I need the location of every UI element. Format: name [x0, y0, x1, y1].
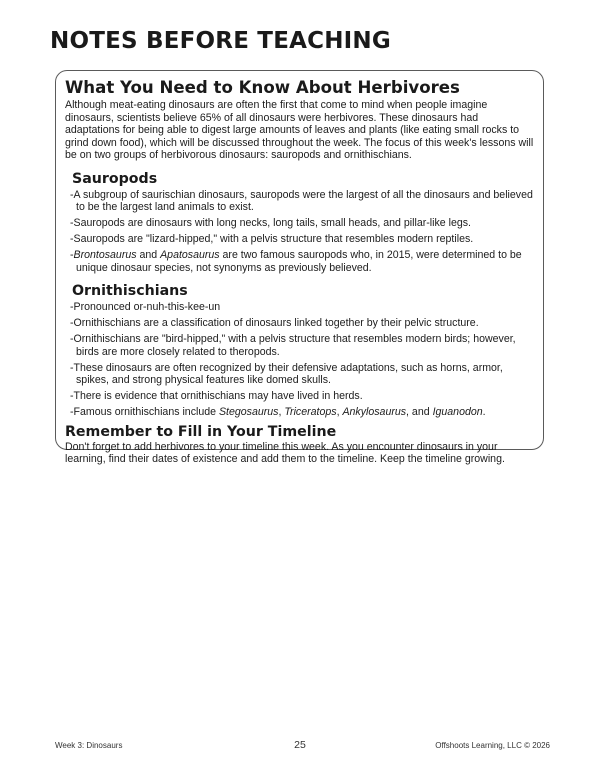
ornithischians-list	[65, 301, 534, 419]
text-fragment: .	[482, 406, 486, 418]
footer-left: Week 3: Dinosaurs	[55, 741, 123, 750]
list-item: -Sauropods are "lizard-hipped," with a pelvis structure that resembles modern reptiles.	[70, 233, 474, 245]
list-item: -A subgroup of saurischian dinosaurs, sauropods were the largest of all the dinosaurs and believed to be the largest land animals to exist.	[70, 188, 533, 213]
species-name: Brontosaurus	[73, 249, 137, 261]
species-name: Iguanodon	[432, 406, 483, 418]
sauropods-list	[65, 189, 534, 275]
page-title: NOTES BEFORE TEACHING	[50, 28, 391, 54]
list-item: -There is evidence that ornithischians may have lived in herds.	[70, 390, 363, 402]
species-name: Apatosaurus	[160, 249, 220, 261]
list-item	[65, 406, 534, 419]
separator: ,	[278, 406, 285, 418]
list-item: -These dinosaurs are often recognized by their defensive adaptations, such as horns, armor, spikes, and strong physical features like domed skulls.	[70, 361, 503, 386]
intro-paragraph: Although meat-eating dinosaurs are often the first that come to mind when people imagine dinosaurs, scientists believe 65% of all dinosaurs were herbivores. These dinosaurs had adaptations for being able to digest large amounts of leaves and plants (like eating small rocks to grind down food), which will be discussed throughout the week. The focus of this week's lessons will be on two groups of herbivorous dinosaurs: sauropods and ornithischians.	[65, 99, 534, 161]
timeline-body: Don't forget to add herbivores to your timeline this week. As you encounter dinosaurs in your learning, find their dates of existence and add them to the timeline. Keep the timeline growing.	[65, 440, 505, 465]
ornithischians-heading: Ornithischians	[72, 283, 188, 299]
list-item: -Pronounced or-nuh-this-kee-un	[70, 301, 221, 313]
timeline-heading: Remember to Fill in Your Timeline	[65, 423, 337, 440]
text-fragment: -Famous ornithischians include	[70, 406, 219, 418]
species-name: Stegosaurus	[218, 406, 279, 418]
bullet-prefix: -	[70, 249, 74, 261]
separator: , and	[406, 406, 433, 418]
list-item: -Ornithischians are a classification of dinosaurs linked together by their pelvic structure.	[70, 317, 479, 329]
separator: ,	[336, 406, 343, 418]
box-heading: What You Need to Know About Herbivores	[65, 78, 460, 97]
footer-right: Offshoots Learning, LLC © 2026	[435, 741, 550, 750]
notes-box	[55, 70, 544, 465]
list-item: -Ornithischians are "bird-hipped," with a pelvis structure that resembles modern birds; however, birds are more closely related to theropods.	[70, 333, 516, 358]
text-fragment: and	[136, 249, 161, 261]
sauropods-heading: Sauropods	[72, 170, 158, 187]
page-number: 25	[294, 739, 306, 751]
list-item: -Sauropods are dinosaurs with long necks, long tails, small heads, and pillar-like legs.	[70, 217, 472, 229]
species-name: Ankylosaurus	[342, 406, 407, 418]
species-name: Triceratops	[284, 406, 337, 418]
text-fragment: are two famous sauropods who, in 2015, were determined to be unique dinosaur species, not synonyms as previously believed.	[76, 249, 522, 274]
list-item	[65, 249, 534, 274]
